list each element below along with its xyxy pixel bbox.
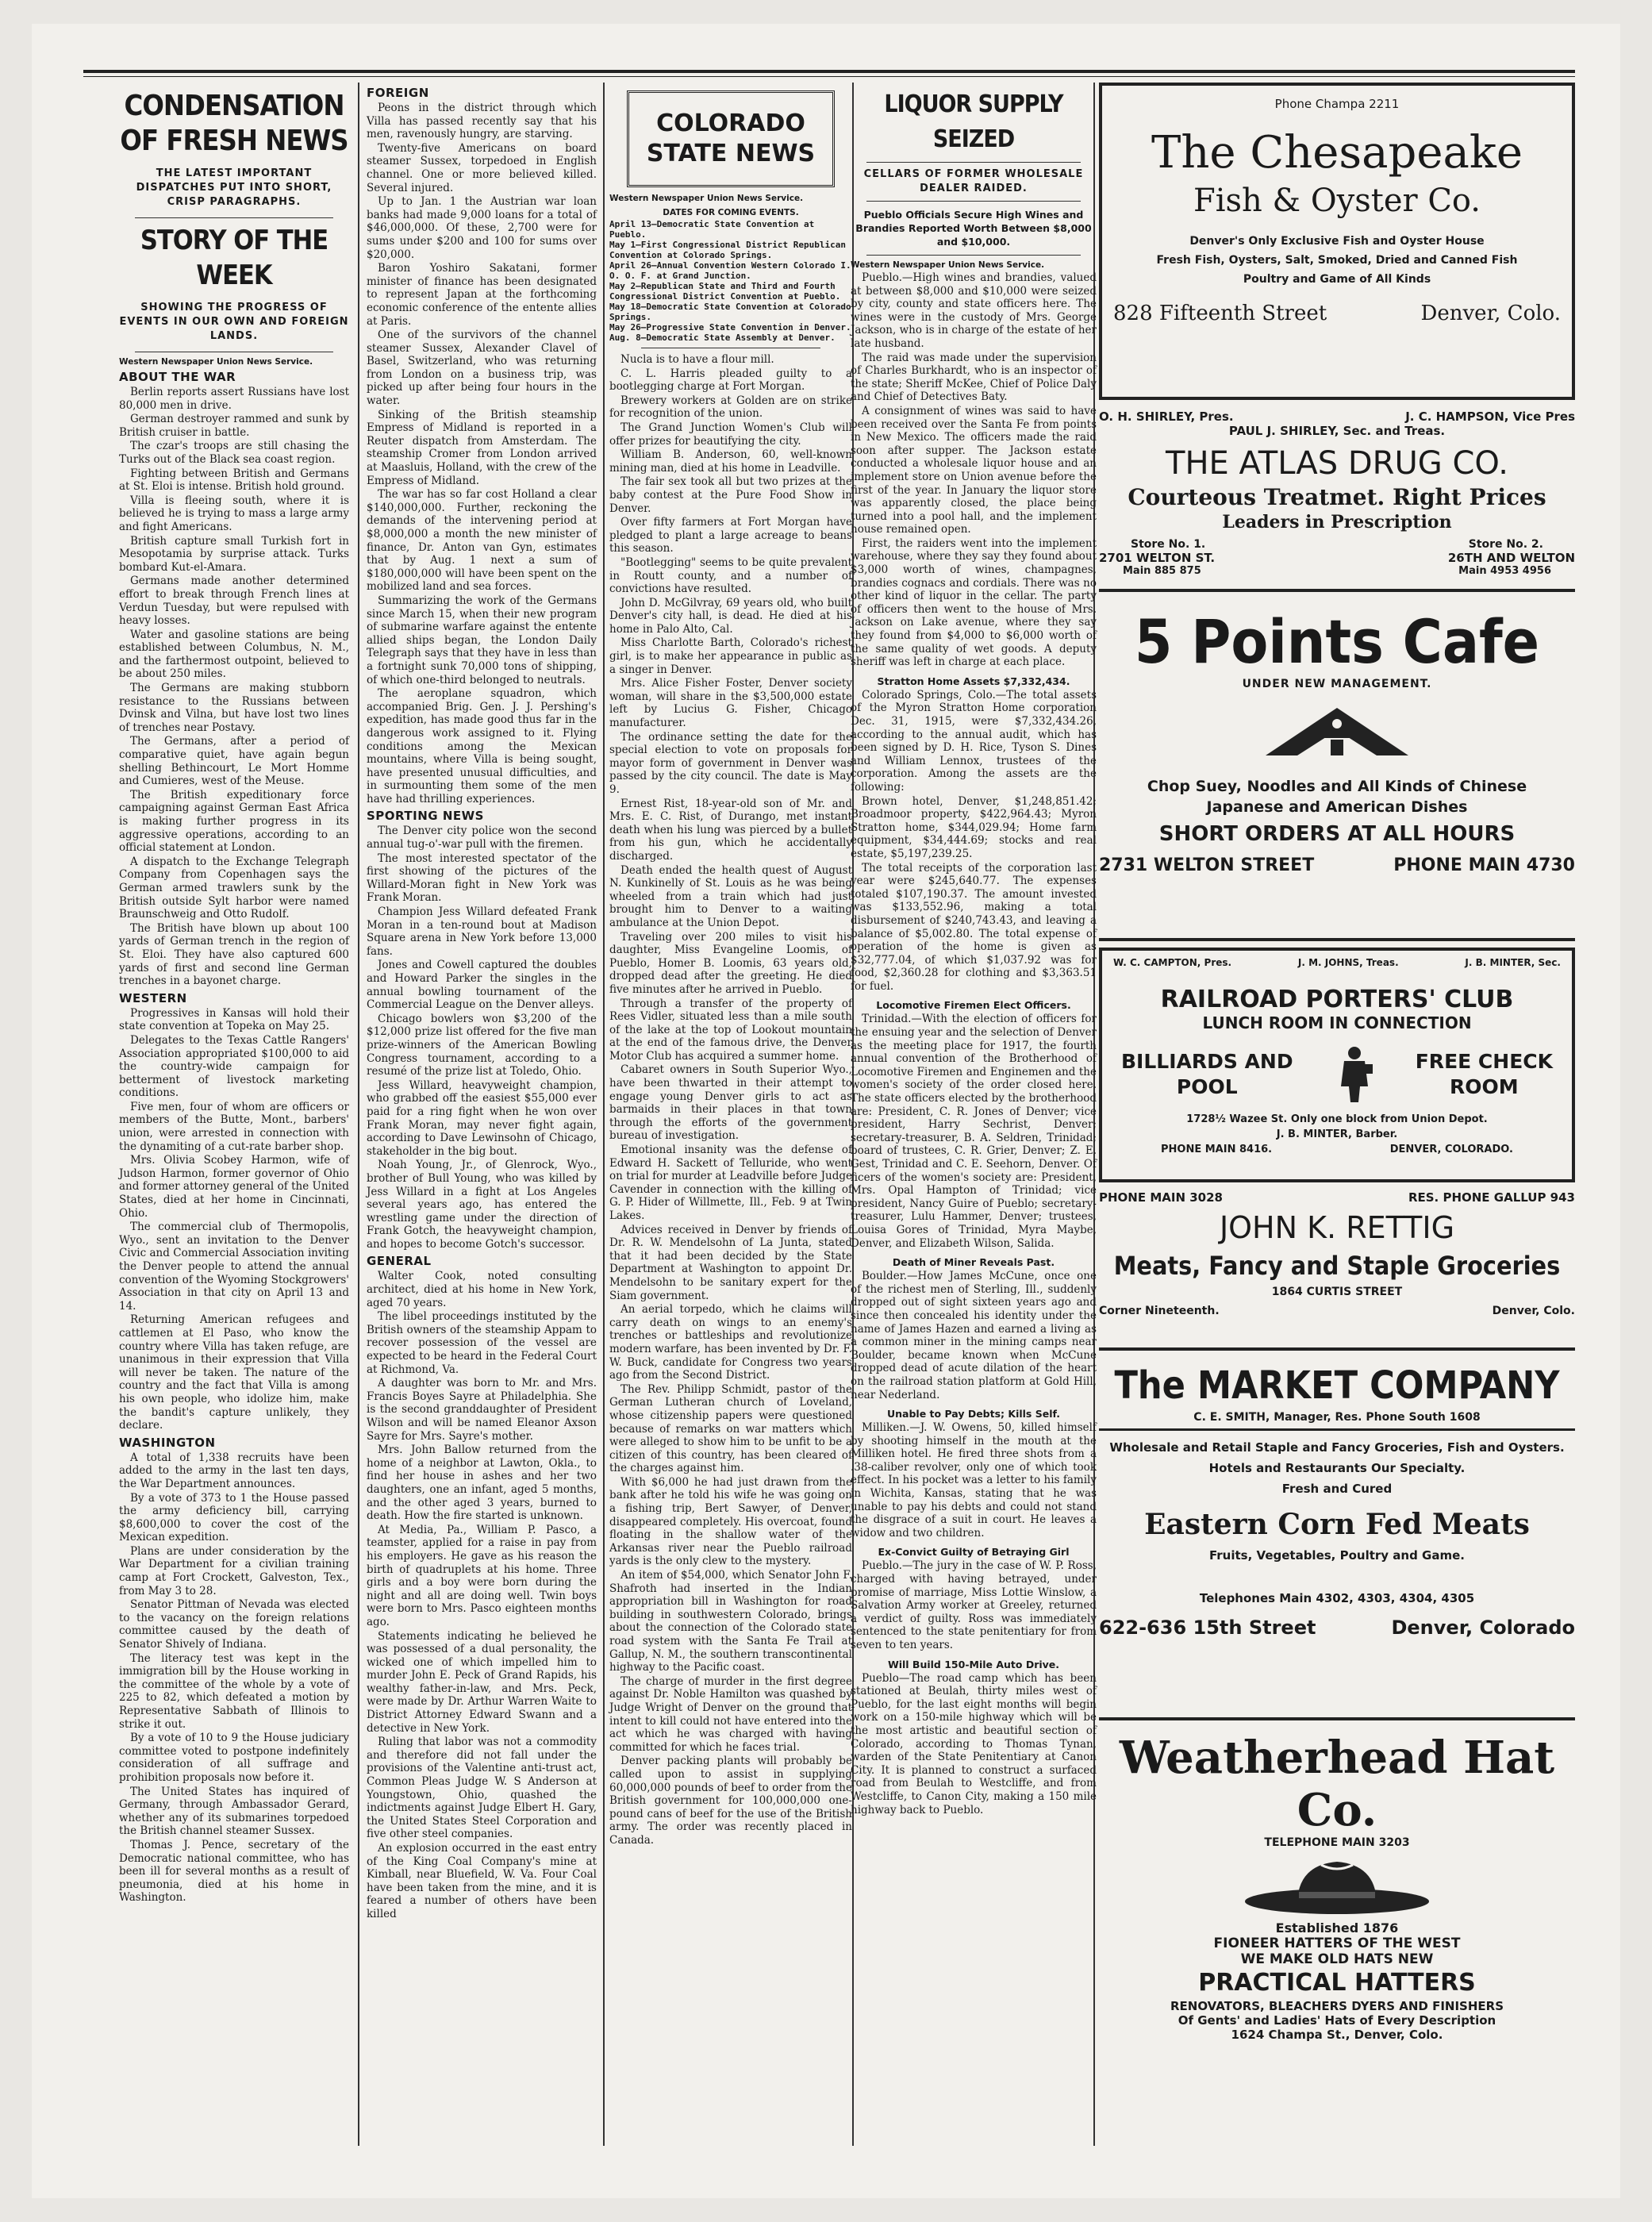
paragraph: An aerial torpedo, which he claims will carry death on wings to an enemy's trenches or battleships and revolutionize modern warfare, has been invented by Dr. F. W. Buck, candidate for Congress two years ago from the Second District.: [609, 1303, 852, 1382]
subhead: CELLARS OF FORMER WHOLESALE DEALER RAIDED.: [863, 168, 1084, 194]
ad-city: Denver, Colo.: [1420, 302, 1561, 325]
paragraph: Fighting between British and Germans at St. Eloi is intense. British hold ground.: [119, 467, 349, 494]
section-heading: ABOUT THE WAR: [119, 370, 236, 384]
ad-phone: PHONE MAIN 3028: [1099, 1190, 1223, 1205]
ad-line: Wholesale and Retail Staple and Fancy Groceries, Fish and Oysters.: [1109, 1440, 1565, 1455]
paragraph: Mrs. Olivia Scobey Harmon, wife of Judson Harmon, former governor of Ohio and former attorney general of the United States, died at her home in Cincinnati, Ohio.: [119, 1154, 349, 1220]
paragraph: The war has so far cost Holland a clear $140,000,000. Further, reckoning the demands of the intervening period at $8,000,000 a month the new minister of finance, Dr. Anton van Gyn, estimates that by Aug. 1 next a sum of $180,000,000 will have been spent on the mobilized land and sea forces.: [367, 488, 597, 594]
paragraph: John D. McGilvray, 69 years old, who built Denver's city hall, is dead. He died at his home in Palo Alto, Cal.: [609, 596, 852, 636]
paragraph: The literacy test was kept in the immigration bill by the House working in the committee of the whole by a vote of 225 to 82, which defeated a motion by Representative Sabbath of Illinois to strike it out.: [119, 1651, 349, 1731]
divider: [135, 217, 333, 218]
paragraph: Emotional insanity was the defense of Edward H. Sackett of Telluride, who went on trial for murder at Leadville before Judge Cavender in connection with the killing of G. P. Hider of Willmette, Ill., Feb. 9 at Twin Lakes.: [609, 1144, 852, 1222]
ad-line: Chop Suey, Noodles and All Kinds of Chinese: [1147, 778, 1527, 795]
paragraph: The Denver city police won the second annual tug-o'-war pull with the firemen.: [367, 825, 597, 852]
paragraph: Senator Pittman of Nevada was elected to the vacancy on the foreign relations committee caused by the death of Senator Shively of Indiana.: [119, 1598, 349, 1651]
date-item: May 1—First Congressional District Republican Convention at Colorado Springs.: [609, 240, 847, 260]
paragraph: The British have blown up about 100 yards of German trench in the region of St. Eloi. They have also captured 600 yards of first and second line German trenches in a bayonet charge.: [119, 921, 349, 988]
ad-officer: J. B. MINTER, Sec.: [1465, 957, 1561, 968]
ad-line: FIONEER HATTERS OF THE WEST: [1213, 1936, 1461, 1951]
ad-store-address: 2701 WELTON ST.: [1099, 551, 1216, 565]
column-divider: [603, 83, 605, 2146]
ad-officers-row: [1099, 409, 1575, 424]
subhead: THE LATEST IMPORTANT DISPATCHES PUT INTO SHORT, CRISP PARAGRAPHS.: [136, 167, 332, 208]
paragraph: The ordinance setting the date for the special election to vote on proposals for mayor form of government in Denver was passed by the city council. The date is May 9.: [609, 730, 852, 796]
paragraph: A daughter was born to Mr. and Mrs. Francis Boyes Sayre at Philadelphia. She is the second granddaughter of President Wilson and will be named Eleanor Axson Sayre for Mrs. Sayre's mother.: [367, 1377, 597, 1443]
paragraph: Delegates to the Texas Cattle Rangers' Association appropriated $100,000 to aid the country-wide campaign for betterment of livestock marketing conditions.: [119, 1033, 349, 1100]
ad-sub: LUNCH ROOM IN CONNECTION: [1202, 1013, 1472, 1032]
ad-service-line: BILLIARDS AND: [1121, 1050, 1293, 1073]
date-item: April 13—Democratic State Convention at Pueblo.: [609, 219, 815, 240]
paragraph: An item of $54,000, which Senator John F. Shafroth had inserted in the Indian appropriation bill in Washington for road building in southwestern Colorado, brings about the connection of the Colorado state road system with the Santa Fe Trail at Gallup, N. M., the southern transcontinental highway to the Pacific coast.: [609, 1569, 852, 1674]
date-item: April 26—Annual Convention Western Colorado I. O. O. F. at Grand Junction.: [609, 260, 851, 281]
ad-service-line: POOL: [1176, 1075, 1238, 1098]
paragraph: German destroyer rammed and sunk by British cruiser in battle.: [119, 413, 349, 439]
ad-stores-row: [1099, 538, 1575, 551]
section-heading: GENERAL: [367, 1254, 432, 1269]
ad-line: Established 1876: [1275, 1920, 1399, 1936]
ad-phone: Phone Champa 2211: [1274, 97, 1400, 111]
paragraph: A consignment of wines was said to have been received over the Santa Fe from points in New Mexico. The officers made the raid soon after supper. The Jackson estate conducted a wholesale liquor house and an implement store on Union avenue before the first of the year. In January the liquor store was apparently closed, the place being turned into a pool hall, and the implement house remained open.: [851, 404, 1097, 536]
article-heading: Unable to Pay Debts; Kills Self.: [886, 1408, 1060, 1420]
ad-name: RAILROAD PORTERS' CLUB: [1160, 986, 1514, 1013]
ad-line: Of Gents' and Ladies' Hats of Every Description: [1178, 2013, 1496, 2028]
ad-phones: Telephones Main 4302, 4303, 4304, 4305: [1199, 1591, 1475, 1605]
paragraph: Peons in the district through which Villa has passed recently say that his men, ravenously hungry, are starving.: [367, 102, 597, 141]
divider: [866, 201, 1081, 202]
dates-list: [609, 219, 852, 343]
ad-name: JOHN K. RETTIG: [1219, 1210, 1455, 1245]
paragraph: Plans are under consideration by the War Department for a civilian training camp at Fort Crockett, Galveston, Tex., from May 3 to 28.: [119, 1544, 349, 1597]
column-divider: [358, 83, 359, 2146]
paragraph: "Bootlegging" seems to be quite prevalent in Routt county, and a number of convictions have resulted.: [609, 556, 852, 596]
subhead: SHOWING THE PROGRESS OF EVENTS IN OUR OWN AND FOREIGN LANDS.: [119, 302, 349, 342]
ad-name: 5 Points Cafe: [1134, 606, 1540, 677]
ad-phones-row: [1099, 1190, 1575, 1205]
paragraph: Traveling over 200 miles to visit his daughter, Miss Evangeline Loomis, of Pueblo, Homer B. Loomis, 63 years old, dropped dead after the greeting. He died five minutes after he arrived in Pueblo.: [609, 930, 852, 996]
top-rule: [83, 70, 1575, 73]
paragraph: Nucla is to have a flour mill.: [620, 353, 774, 366]
pagoda-icon: [1258, 700, 1416, 763]
paragraph: Trinidad.—With the election of officers for the ensuing year and the selection of Denver as the meeting place for 1917, the fourth annual convention of the Brotherhood of Locomotive Firemen and Enginemen and the women's society of the order closed here. The state officers elected by the brotherhood are: President, C. R. Jones of Denver; vice president, Harry Sechrist, Denver; secretary-treasurer, B. A. Seldren, Trinidad; board of trustees, C. R. Grier, Denver; Z. E. Gest, Trinidad and C. E. Seehorn, Denver. Of ficers of the women's society are: President, Mrs. Opal Hampton of Trinidad; vice president, Nancy Guire of Pueblo; secretary-treasurer, Lulu Hammer, Denver; trustees, Louisa Gores of Trinidad, Myra Maybe, Denver, and Elizabeth Wilson, Salida.: [851, 1013, 1097, 1250]
paragraph: By a vote of 373 to 1 the House passed the army deficiency bill, carrying $8,600,000 to cover the cost of the Mexican expedition.: [119, 1491, 349, 1544]
ad-manager: C. E. SMITH, Manager, Res. Phone South 1608: [1193, 1411, 1481, 1424]
ad-name: Weatherhead Hat Co.: [1119, 1732, 1555, 1836]
ad-service-line: FREE CHECK: [1415, 1050, 1553, 1073]
article-heading: Ex-Convict Guilty of Betraying Girl: [878, 1546, 1070, 1559]
ad-officer: W. C. CAMPTON, Pres.: [1113, 957, 1232, 968]
paragraph: The total receipts of the corporation last year were $245,640.77. The expenses totaled $107,190.37. The amount invested was $133,552.96, making a total disbursement of $240,743.43, and leaving a balance of $5,002.80. The total expense of operation of the home is given as $32,777.04, of which $1,037.92 was for food, $2,360.28 for clothing and $3,363.51 for fuel.: [851, 861, 1097, 993]
ad-store-phone: Main 885 875: [1123, 565, 1201, 577]
ad-officer: J. C. HAMPSON, Vice Pres: [1405, 409, 1575, 424]
paragraph: Villa is fleeing south, where it is believed he is trying to mass a large army and fight Americans.: [119, 494, 349, 533]
paragraph: A total of 1,338 recruits have been added to the army in the last ten days, the War Department announces.: [119, 1451, 349, 1490]
ad-name: THE ATLAS DRUG CO.: [1166, 445, 1508, 482]
paragraph: Walter Cook, noted consulting architect, died at his home in New York, aged 70 years.: [367, 1270, 597, 1309]
paragraph: Mrs. Alice Fisher Foster, Denver society woman, will share in the $3,500,000 estate left by Lucius G. Fisher, Chicago manufacturer.: [609, 677, 852, 730]
section-heading: SPORTING NEWS: [367, 809, 484, 824]
paragraph: The British expeditionary force campaigning against German East Africa is making further progress in its aggressive operations, according to an official statement at London.: [119, 788, 349, 855]
ad-address: 1624 Champa St., Denver, Colo.: [1231, 2028, 1443, 2042]
ad-line: Denver's Only Exclusive Fish and Oyster House: [1189, 235, 1485, 248]
paragraph: The commercial club of Thermopolis, Wyo., sent an invitation to the Denver Civic and Commercial Association inviting the Denver people to attend the annual convention of the Wyoming Stockgrowers' Association in that city on April 13 and 14.: [119, 1221, 349, 1313]
paragraph: First, the raiders went into the implement warehouse, where they say they found about $3,000 worth of wines, champagnes, brandies cognacs and cordials. There was no other kind of liquor in the cellar. The party of officers then went to the house of Mrs. Jackson on Lake avenue, where they say they found from $4,000 to $6,000 worth of the same quality of wet goods. A deputy sheriff was left in charge at each place.: [851, 536, 1097, 669]
ad-store: Store No. 2.: [1468, 538, 1543, 551]
ad-stores-row: [1099, 551, 1575, 565]
paragraph: William B. Anderson, 60, well-known mining man, died at his home in Leadville.: [609, 448, 852, 475]
ad-five-points-cafe: [1099, 598, 1575, 941]
ad-barber: J. B. MINTER, Barber.: [1276, 1128, 1398, 1140]
paragraph: The libel proceedings instituted by the British owners of the steamship Appam to recover possession of the vessel are expected to be heard in the Federal Court at Richmond, Va.: [367, 1310, 597, 1376]
paragraph: Returning American refugees and cattlemen at El Paso, who know the country where Villa has taken refuge, are unanimous in their expression that Villa will never be taken. The nature of the country and the fact that Villa is among his own people, who idolize him, make the bandit's capture unlikely, they declare.: [119, 1313, 349, 1432]
paragraph: Death ended the health quest of August N. Kunkinelly of St. Louis as he was being wheeled from a train which had just brought him to Denver to a waiting ambulance at the Union Depot.: [609, 863, 852, 929]
paragraph: Berlin reports assert Russians have lost 80,000 men in drive.: [119, 386, 349, 412]
ad-address: 1728½ Wazee St. Only one block from Union Depot.: [1186, 1113, 1488, 1125]
paragraph: The Grand Junction Women's Club will offer prizes for beautifying the city.: [609, 421, 852, 448]
paragraph: Baron Yoshiro Sakatani, former minister of finance has been designated to represent Japan at the forthcoming economic conference of the entente allies at Paris.: [367, 262, 597, 328]
paragraph: Sinking of the British steamship Empress of Midland is reported in a Reuter dispatch from Amsterdam. The steamship Cromer from London arrived at Maasluis, Holland, with the crew of the Empress of Midland.: [367, 408, 597, 487]
wire-service: Western Newspaper Union News Service.: [851, 260, 1045, 270]
ad-city: Denver, Colorado: [1391, 1617, 1575, 1639]
ad-officer: J. M. JOHNS, Treas.: [1297, 957, 1399, 968]
ad-slogan: Courteous Treatmet. Right Prices: [1128, 484, 1546, 510]
column-1: [119, 83, 349, 1905]
ad-location-row: [1099, 1305, 1575, 1317]
ad-headline: PRACTICAL HATTERS: [1198, 1969, 1476, 1997]
date-item: Aug. 8—Democratic State Assembly at Denver.: [609, 333, 836, 343]
ad-address: 828 Fifteenth Street: [1113, 302, 1327, 325]
paragraph: Ernest Rist, 18-year-old son of Mr. and Mrs. E. C. Rist, of Durango, met instant death when his lung was pierced by a bullet from his gun, which he accidentally discharged.: [609, 797, 852, 863]
ad-phone: TELEPHONE MAIN 3203: [1264, 1836, 1410, 1849]
paragraph: Milliken.—J. W. Owens, 50, killed himself by shooting himself in the mouth at the Milliken hotel. He fired three shots from a .38-caliber revolver, only one of which took effect. In his pocket was a letter to his family in Wichita, Kansas, stating that he was unable to pay his debts and could not stand the disgrace of a suit in court. He leaves a widow and two children.: [851, 1421, 1097, 1540]
top-rule-thin: [83, 76, 1575, 77]
ad-phone: RES. PHONE GALLUP 943: [1408, 1190, 1575, 1205]
dates-heading: DATES FOR COMING EVENTS.: [663, 208, 799, 217]
paragraph: Champion Jess Willard defeated Frank Moran in a ten-round bout at Madison Square arena in New York before 13,000 fans.: [367, 905, 597, 958]
ad-line: RENOVATORS, BLEACHERS DYERS AND FINISHERS: [1170, 1999, 1504, 2013]
headline-line: STATE NEWS: [646, 140, 816, 167]
paragraph: At Media, Pa., William P. Pasco, a teamster, applied for a raise in pay from his employers. He gave as his reason the birth of quadruplets at his home. Three girls and a boy were born during the night and all are doing well. Twin boys were born to Mrs. Pasco eighteen months ago.: [367, 1523, 597, 1628]
paragraph: Colorado Springs, Colo.—The total assets of the Myron Stratton Home corporation Dec. 31, 1915, were $7,332,434.26, according to the annual audit, which has been signed by D. H. Rice, Tyson S. Dines and William Lennox, trustees of the corporation. Among the assets are the following:: [851, 688, 1097, 794]
paragraph: Jess Willard, heavyweight champion, who grabbed off the easiest $55,000 ever paid for a ring fight when he won over Frank Moran, may never fight again, according to Dave Lewinsohn of Chicago, stakeholder in the big bout.: [367, 1078, 597, 1158]
paragraph: Progressives in Kansas will hold their state convention at Topeka on May 25.: [119, 1006, 349, 1033]
paragraph: Water and gasoline stations are being established between Columbus, N. M., and the farthermost outpoint, believed to be about 250 miles.: [119, 628, 349, 681]
divider: [866, 255, 1081, 256]
paragraph: Denver packing plants will probably be called upon to assist in supplying 60,000,000 pounds of beef to order from the British government for 100,000,000 one-pound cans of beef for the use of the British army. The order was recently placed in Canada.: [609, 1755, 852, 1847]
section-heading: FOREIGN: [367, 86, 429, 100]
section-heading: WESTERN: [119, 990, 187, 1005]
ad-phone: PHONE MAIN 8416.: [1161, 1144, 1273, 1155]
paragraph: The most interested spectator of the first showing of the pictures of the Willard-Moran fight in New York was Frank Moran.: [367, 852, 597, 905]
ad-services-row: [1113, 1045, 1561, 1104]
paragraph: Summarizing the work of the Germans since March 15, when their new program of submarine warfare against the entente allied ships began, the London Daily Telegraph says that they have in less than a fortnight sunk 70,000 tons of shipping, of which one-third belonged to neutrals.: [367, 594, 597, 686]
ad-store-address: 26TH AND WELTON: [1447, 551, 1575, 565]
ad-officers-row: [1113, 957, 1561, 968]
ad-address: 1864 CURTIS STREET: [1271, 1286, 1403, 1298]
paragraph: British capture small Turkish fort in Mesopotamia by surprise attack. Turks bombard Kut-el-Amara.: [119, 534, 349, 574]
advertisements-column: [1099, 83, 1575, 2042]
ad-store: Store No. 1.: [1131, 538, 1206, 551]
ad-stores-row: [1099, 565, 1575, 577]
ad-line: Poultry and Game of All Kinds: [1243, 273, 1431, 286]
ad-line: Hotels and Restaurants Our Specialty.: [1208, 1461, 1466, 1475]
paragraph: The aeroplane squadron, which accompanied Brig. Gen. J. J. Pershing's expedition, has made good thus far in the dangerous work assigned to it. Flying conditions among the Mexican mountains, where Villa is being sought, have presented unusual difficulties, and in surmounting them some of the men have had thrilling experiences.: [367, 687, 597, 805]
headline-liquor: LIQUOR SUPPLY SEIZED: [884, 90, 1063, 153]
paragraph: Brewery workers at Golden are on strike for recognition of the union.: [609, 394, 852, 421]
paragraph: Over fifty farmers at Fort Morgan have pledged to plant a large acreage to beans this season.: [609, 516, 852, 556]
column-3: [609, 83, 852, 1848]
ad-line: Fresh Fish, Oysters, Salt, Smoked, Dried and Canned Fish: [1156, 254, 1518, 267]
ad-railroad-porters-club: [1099, 948, 1575, 1182]
ad-divider: [1099, 1428, 1575, 1431]
article-heading: Death of Miner Reveals Past.: [892, 1256, 1055, 1269]
ad-name-sub: Fish & Oyster Co.: [1193, 183, 1481, 219]
paragraph: The Germans, after a period of comparative quiet, have again begun shelling Bethincourt, Le Mort Homme and Cumieres, west of the Meuse.: [119, 735, 349, 788]
ad-sub: UNDER NEW MANAGEMENT.: [1242, 678, 1432, 690]
ad-contact-row: [1113, 1144, 1561, 1155]
ad-service: [1121, 1049, 1293, 1100]
date-item: May 26—Progressive State Convention in Denver.: [609, 322, 851, 333]
paragraph: Through a transfer of the property of Rees Vidler, situated less than a mile south of the lake at the top of Lookout mountain at the end of the famous drive, the Denver Motor Club has acquired a summer home.: [609, 997, 852, 1063]
ad-service: [1416, 1049, 1553, 1100]
ad-name: The Chesapeake: [1151, 127, 1523, 179]
ad-atlas-drug: [1099, 406, 1575, 592]
paragraph: Five men, four of whom are officers or members of the Butte, Mont., barbers' union, were arrested in connection with the dynamiting of a cut-rate barber shop.: [119, 1100, 349, 1153]
article-heading: Locomotive Firemen Elect Officers.: [876, 999, 1071, 1012]
paragraph: The Germans are making stubborn resistance to the Russians between Dvinsk and Vilna, but have lost two lines of trenches near Postavy.: [119, 682, 349, 734]
paragraph: The Rev. Philipp Schmidt, pastor of the German Lutheran church of Loveland, whose citizenship papers were questioned because of remarks on war matters which were alleged to show him to be unfit to be a citizen of this country, has been cleared of the charges against him.: [609, 1382, 852, 1475]
ad-address: 2731 WELTON STREET: [1099, 855, 1315, 875]
paragraph: The United States has inquired of Germany, through Ambassador Gerard, whether any of its submarines torpedoed the British channel steamer Sussex.: [119, 1785, 349, 1838]
paragraph: The czar's troops are still chasing the Turks out of the Black sea coast region.: [119, 440, 349, 466]
paragraph: Pueblo.—The jury in the case of W. P. Ross, charged with having betrayed, under promise of marriage, Miss Lottie Winslow, a Salvation Army worker at Greeley, returned a verdict of guilty. Ross was immediately sentenced to the state penitentiary for from seven to ten years.: [851, 1559, 1097, 1651]
article-heading: Stratton Home Assets $7,332,434.: [877, 675, 1070, 687]
ad-line: Japanese and American Dishes: [1206, 798, 1468, 816]
ad-john-rettig: [1099, 1189, 1575, 1351]
headline-condensation: CONDENSATION OF FRESH NEWS: [120, 90, 348, 157]
paragraph: Cabaret owners in South Superior Wyo., have been thwarted in their attempt to engage young Denver girls to act as barmaids in their places in that town through the efforts of the government bureau of investigation.: [609, 1063, 852, 1143]
ad-headline: Eastern Corn Fed Meats: [1144, 1508, 1530, 1541]
paragraph: Thomas J. Pence, secretary of the Democratic national committee, who has been ill for several months as a result of pneumonia, died at his home in Washington.: [119, 1838, 349, 1905]
ad-line: Fruits, Vegetables, Poultry and Game.: [1209, 1548, 1465, 1563]
ad-store-phone: Main 4953 4956: [1458, 565, 1551, 577]
paragraph: Advices received in Denver by friends of Dr. R. W. Mendelsohn of La Junta, stated that it had been decided by the State Department at Washington to appoint Dr. Mendelsohn to be sanitary expert for the Siam government.: [609, 1223, 852, 1302]
headline-story-week: STORY OF THE WEEK: [140, 225, 328, 291]
column-2: [367, 83, 597, 1922]
ad-market-company: [1099, 1357, 1575, 1720]
paragraph: Brown hotel, Denver, $1,248,851.42; Broadmoor property, $422,964.43; Myron Stratton home, $344,029.94; Home farm equipment, $34,444.69; stocks and real estate, $5,197,239.25.: [851, 794, 1097, 860]
paragraph: A dispatch to the Exchange Telegraph Company from Copenhagen says the German armed trawlers sunk by the British outside Sylt harbor were named Braunschweig and Otto Rudolf.: [119, 855, 349, 921]
wire-service: Western Newspaper Union News Service.: [119, 357, 313, 367]
ad-weatherhead-hat: [1099, 1727, 1575, 2042]
ad-line: Fresh and Cured: [1281, 1482, 1393, 1496]
subhead: Pueblo Officials Secure High Wines and Brandies Reported Worth Between $8,000 and $10,000.: [855, 209, 1092, 248]
ad-line: SHORT ORDERS AT ALL HOURS: [1158, 822, 1516, 846]
divider: [866, 162, 1081, 163]
ad-slogan: Leaders in Prescription: [1222, 512, 1452, 532]
paragraph: Jones and Cowell captured the doubles and Howard Parker the singles in the annual bowling tournament of the Commercial League on the Denver alleys.: [367, 959, 597, 1012]
paragraph: The charge of murder in the first degree against Dr. Noble Hamilton was quashed by Judge Wright of Denver on the ground that intent to kill could not have entered into the act which he was charged with having committed for which he faces trial.: [609, 1674, 852, 1754]
headline-line: COLORADO: [656, 110, 805, 137]
paragraph: Germans made another determined effort to break through French lines at Verdun Tuesday, but were repulsed with heavy losses.: [119, 575, 349, 628]
date-item: May 2—Republican State and Third and Fourth Congressional District Convention at Pueblo.: [609, 281, 841, 302]
paragraph: An explosion occurred in the east entry of the King Coal Company's mine at Kimball, near Bluefield, W. Va. Four Coal have been taken from the mine, and it is feared a number of others have been killed: [367, 1842, 597, 1920]
wire-service: Western Newspaper Union News Service.: [609, 194, 804, 203]
ad-address-row: [1113, 302, 1561, 325]
paragraph: With $6,000 he had just drawn from the bank after he told his wife he was going on a fishing trip, Bert Sawyer, of Denver, disappeared completely. His overcoat, found floating in the shallow water of the Arkansas river near the Pueblo railroad yards is the only clew to the mystery.: [609, 1475, 852, 1568]
paragraph: Statements indicating he believed he was possessed of a dual personality, the wicked one of which impelled him to murder John E. Peck of Grand Rapids, his wealthy father-in-law, and Mrs. Peck, were made by Dr. Arthur Warren Waite to District Attorney Edward Swann and a detective in New York.: [367, 1629, 597, 1735]
ad-address: 622-636 15th Street: [1099, 1617, 1316, 1639]
paragraph: The fair sex took all but two prizes at the baby contest at the Pure Food Show in Denver.: [609, 475, 852, 515]
hat-icon: [1242, 1854, 1432, 1917]
paragraph: Miss Charlotte Barth, Colorado's richest girl, is to make her appearance in public as a singer in Denver.: [609, 636, 852, 676]
paragraph: By a vote of 10 to 9 the House judiciary committee voted to postpone indefinitely consideration of all suffrage and prohibition proposals now before it.: [119, 1732, 349, 1784]
ad-name: The MARKET COMPANY: [1114, 1363, 1560, 1408]
ad-line: WE MAKE OLD HATS NEW: [1240, 1951, 1434, 1967]
section-heading: WASHINGTON: [119, 1435, 216, 1450]
ad-city: Denver, Colo.: [1492, 1305, 1575, 1317]
paragraph: Twenty-five Americans on board steamer Sussex, torpedoed in English channel. One or more believed killed. Several injured.: [367, 141, 597, 194]
paragraph: Noah Young, Jr., of Glenrock, Wyo., brother of Bull Young, who was killed by Jess Willard in a fight at Los Angeles several years ago, has entered the wrestling game under the direction of Frank Gotch, the heavyweight champion, and hopes to become Gotch's successor.: [367, 1159, 597, 1251]
headline-box-colorado: [627, 90, 835, 187]
ad-corner: Corner Nineteenth.: [1099, 1305, 1220, 1317]
paragraph: Pueblo—The road camp which has been stationed at Beulah, thirty miles west of Pueblo, for the last eight months will begin work on a 150-mile highway which will be the most artistic and beautiful section of Colorado, according to Thomas Tynan, warden of the State Penitentiary at Canon City. It is planned to construct a surfaced road from Beulah to Westcliffe, and from Westcliffe, to Canon City, making a 150 mile highway back to Pueblo.: [851, 1671, 1097, 1816]
ad-phone: PHONE MAIN 4730: [1393, 855, 1575, 875]
paragraph: One of the survivors of the channel steamer Sussex, Alexander Clavel of Basel, Switzerland, who was returning from London on a business trip, was picked up after being four hours in the water.: [367, 329, 597, 408]
ad-address-row: [1099, 1617, 1575, 1639]
paragraph: Up to Jan. 1 the Austrian war loan banks had made 9,000 loans for a total of $46,000,000. Of these, 2,700 were for sums under $200 and 100 for sums over $20,000.: [367, 195, 597, 261]
paragraph: Mrs. John Ballow returned from the home of a neighbor at Lawton, Okla., to find her house in ashes and her two daughters, one an infant, aged 5 months, and the other aged 3 years, burned to death. How the fire started is unknown.: [367, 1444, 597, 1523]
column-4: [851, 83, 1097, 1817]
date-item: May 18—Democratic State Convention at Colorado Springs.: [609, 302, 851, 322]
ad-officer: PAUL J. SHIRLEY, Sec. and Treas.: [1228, 424, 1446, 438]
paragraph: C. L. Harris pleaded guilty to a bootlegging charge at Fort Morgan.: [609, 367, 852, 394]
article-heading: Will Build 150-Mile Auto Drive.: [887, 1658, 1060, 1670]
ad-address-row: [1099, 855, 1575, 875]
ad-line: Meats, Fancy and Staple Groceries: [1113, 1251, 1561, 1281]
paragraph: Chicago bowlers won $3,200 of the $12,000 prize list offered for the five man prize-winners of the American Bowling Congress tournament, according to a resumé of the prize list at Toledo, Ohio.: [367, 1012, 597, 1078]
paragraph: Ruling that labor was not a commodity and therefore did not fall under the provisions of the Valentine anti-trust act, Common Pleas Judge W. S Anderson at Youngstown, Ohio, quashed the indictments against Judge Elbert H. Gary, the United States Steel Corporation and five other steel companies.: [367, 1736, 597, 1841]
ad-city: DENVER, COLORADO.: [1389, 1144, 1513, 1155]
ad-service-line: ROOM: [1450, 1075, 1519, 1098]
ad-officer: O. H. SHIRLEY, Pres.: [1099, 409, 1234, 424]
ad-chesapeake: [1099, 83, 1575, 400]
paragraph: Pueblo.—High wines and brandies, valued at between $8,000 and $10,000 were seized by city, county and state officers here. The wines were in the custody of Mrs. George Jackson, who is in charge of the estate of her late husband.: [851, 271, 1097, 350]
porter-figure-icon: [1335, 1045, 1374, 1104]
paragraph: The raid was made under the supervision of Charles Burkhardt, who is an inspector of the state; Sheriff McKee, Chief of Police Daly and Chief of Detectives Baty.: [851, 351, 1097, 404]
paragraph: Boulder.—How James McCune, once one of the richest men of Sterling, Ill., suddenly dropped out of sight sixteen years ago and since then concealed his identity under the name of James Hazen and earned a living as a common miner in the mining camps near Boulder, became known when McCune dropped dead of acute dilation of the heart on the railroad station platform at Gold Hill, near Nederland.: [851, 1270, 1097, 1401]
